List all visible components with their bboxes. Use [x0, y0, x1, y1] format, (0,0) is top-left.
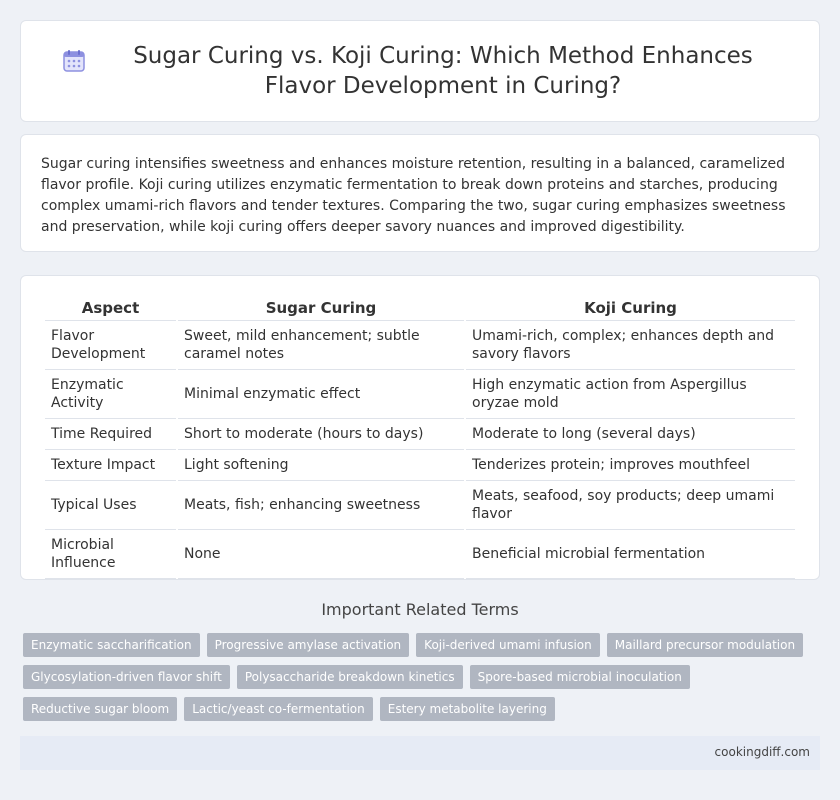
table-cell: Umami-rich, complex; enhances depth and savory flavors [466, 321, 795, 370]
table-cell: Typical Uses [45, 481, 176, 530]
intro-paragraph: Sugar curing intensifies sweetness and enhances moisture retention, resulting in a balanced, caramelized flavor profile. Koji curing utilizes enzymatic fermentation to break down proteins and starches, producing complex umami-rich flavors and tender textures. Comparing the two, sugar curing emphasizes sweetness and preservation, while koji curing offers deeper savory nuances and improved digestibility. [41, 156, 786, 235]
related-term-tag[interactable]: Lactic/yeast co-fermentation [184, 697, 372, 721]
table-cell: None [178, 530, 464, 579]
related-terms-list [23, 633, 813, 721]
header-koji-curing: Koji Curing [466, 296, 795, 321]
table-cell: Meats, fish; enhancing sweetness [178, 481, 464, 530]
related-term-tag[interactable]: Progressive amylase activation [207, 633, 410, 657]
intro-card [20, 134, 820, 252]
page-title: Sugar Curing vs. Koji Curing: Which Method Enhances Flavor Development in Curing? [133, 43, 753, 99]
table-row [45, 370, 795, 419]
related-term-tag[interactable]: Koji-derived umami infusion [416, 633, 600, 657]
table-cell: Beneficial microbial fermentation [466, 530, 795, 579]
title-wrap [61, 41, 779, 101]
calendar-icon [61, 48, 87, 74]
table-cell: Meats, seafood, soy products; deep umami flavor [466, 481, 795, 530]
table-cell: Sweet, mild enhancement; subtle caramel notes [178, 321, 464, 370]
table-cell: Flavor Development [45, 321, 176, 370]
table-cell: Short to moderate (hours to days) [178, 419, 464, 450]
related-terms-title: Important Related Terms [321, 600, 519, 619]
table-cell: Time Required [45, 419, 176, 450]
table-row [45, 450, 795, 481]
table-row [45, 530, 795, 579]
comparison-table [43, 296, 797, 579]
table-row [45, 419, 795, 450]
table-cell: High enzymatic action from Aspergillus oryzae mold [466, 370, 795, 419]
table-cell: Texture Impact [45, 450, 176, 481]
table-cell: Microbial Influence [45, 530, 176, 579]
table-cell: Minimal enzymatic effect [178, 370, 464, 419]
header-sugar-curing: Sugar Curing [178, 296, 464, 321]
related-term-tag[interactable]: Enzymatic saccharification [23, 633, 200, 657]
related-term-tag[interactable]: Maillard precursor modulation [607, 633, 803, 657]
related-term-tag[interactable]: Spore-based microbial inoculation [470, 665, 690, 689]
table-cell: Light softening [178, 450, 464, 481]
table-row [45, 481, 795, 530]
related-term-tag[interactable]: Polysaccharide breakdown kinetics [237, 665, 463, 689]
table-cell: Tenderizes protein; improves mouthfeel [466, 450, 795, 481]
title-card [20, 20, 820, 122]
table-header-row [45, 296, 795, 321]
related-term-tag[interactable]: Glycosylation-driven flavor shift [23, 665, 230, 689]
header-aspect: Aspect [45, 296, 176, 321]
footer-site-link[interactable]: cookingdiff.com [714, 745, 810, 759]
table-cell: Moderate to long (several days) [466, 419, 795, 450]
table-row [45, 321, 795, 370]
footer [20, 736, 820, 770]
related-term-tag[interactable]: Estery metabolite layering [380, 697, 555, 721]
table-cell: Enzymatic Activity [45, 370, 176, 419]
related-term-tag[interactable]: Reductive sugar bloom [23, 697, 177, 721]
comparison-card [20, 275, 820, 580]
